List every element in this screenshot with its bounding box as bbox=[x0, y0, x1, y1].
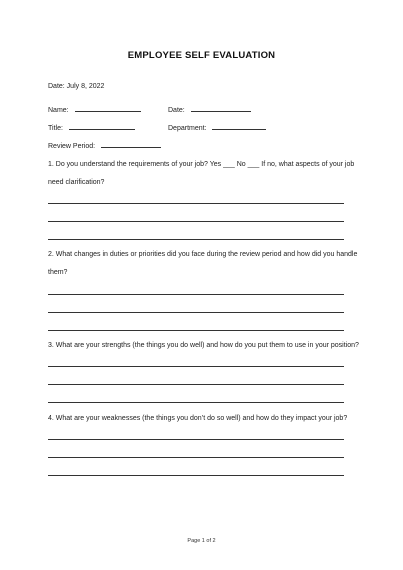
answer-line[interactable] bbox=[48, 439, 344, 440]
date-label: Date: bbox=[168, 107, 185, 114]
review-period-field[interactable] bbox=[48, 140, 161, 151]
name-blank[interactable] bbox=[75, 104, 141, 112]
answer-line[interactable] bbox=[48, 402, 344, 403]
answer-line[interactable] bbox=[48, 221, 344, 222]
name-label: Name: bbox=[48, 107, 69, 114]
date-field[interactable] bbox=[168, 104, 251, 115]
answer-line[interactable] bbox=[48, 294, 344, 295]
question-3-line-1: 3. What are your strengths (the things you do well) and how do you put them to use in your position? bbox=[48, 342, 359, 349]
title-blank[interactable] bbox=[69, 122, 135, 130]
answer-line[interactable] bbox=[48, 312, 344, 313]
title-label: Title: bbox=[48, 125, 63, 132]
review-period-blank[interactable] bbox=[101, 140, 161, 148]
document-title: EMPLOYEE SELF EVALUATION bbox=[127, 50, 276, 61]
answer-line[interactable] bbox=[48, 384, 344, 385]
question-4-line-1: 4. What are your weaknesses (the things you don’t do so well) and how do they impact your job? bbox=[48, 415, 348, 422]
answer-line[interactable] bbox=[48, 330, 344, 331]
date-blank[interactable] bbox=[191, 104, 251, 112]
question-1-line-2: need clarification? bbox=[48, 179, 105, 186]
name-field[interactable] bbox=[48, 104, 141, 115]
department-label: Department: bbox=[168, 125, 207, 132]
department-field[interactable] bbox=[168, 122, 266, 133]
question-2-line-2: them? bbox=[48, 269, 68, 276]
question-2-line-1: 2. What changes in duties or priorities did you face during the review period and how did you handle bbox=[48, 251, 358, 258]
answer-line[interactable] bbox=[48, 366, 344, 367]
answer-line[interactable] bbox=[48, 239, 344, 240]
answer-line[interactable] bbox=[48, 203, 344, 204]
review-period-label: Review Period: bbox=[48, 143, 96, 150]
answer-line[interactable] bbox=[48, 475, 344, 476]
question-1-line-1: 1. Do you understand the requirements of your job? Yes ___ No ___ If no, what aspects of your job bbox=[48, 161, 355, 168]
answer-line[interactable] bbox=[48, 457, 344, 458]
title-field[interactable] bbox=[48, 122, 135, 133]
department-blank[interactable] bbox=[212, 122, 266, 130]
page-number: Page 1 of 2 bbox=[187, 538, 216, 544]
document-date: Date: July 8, 2022 bbox=[48, 83, 105, 90]
